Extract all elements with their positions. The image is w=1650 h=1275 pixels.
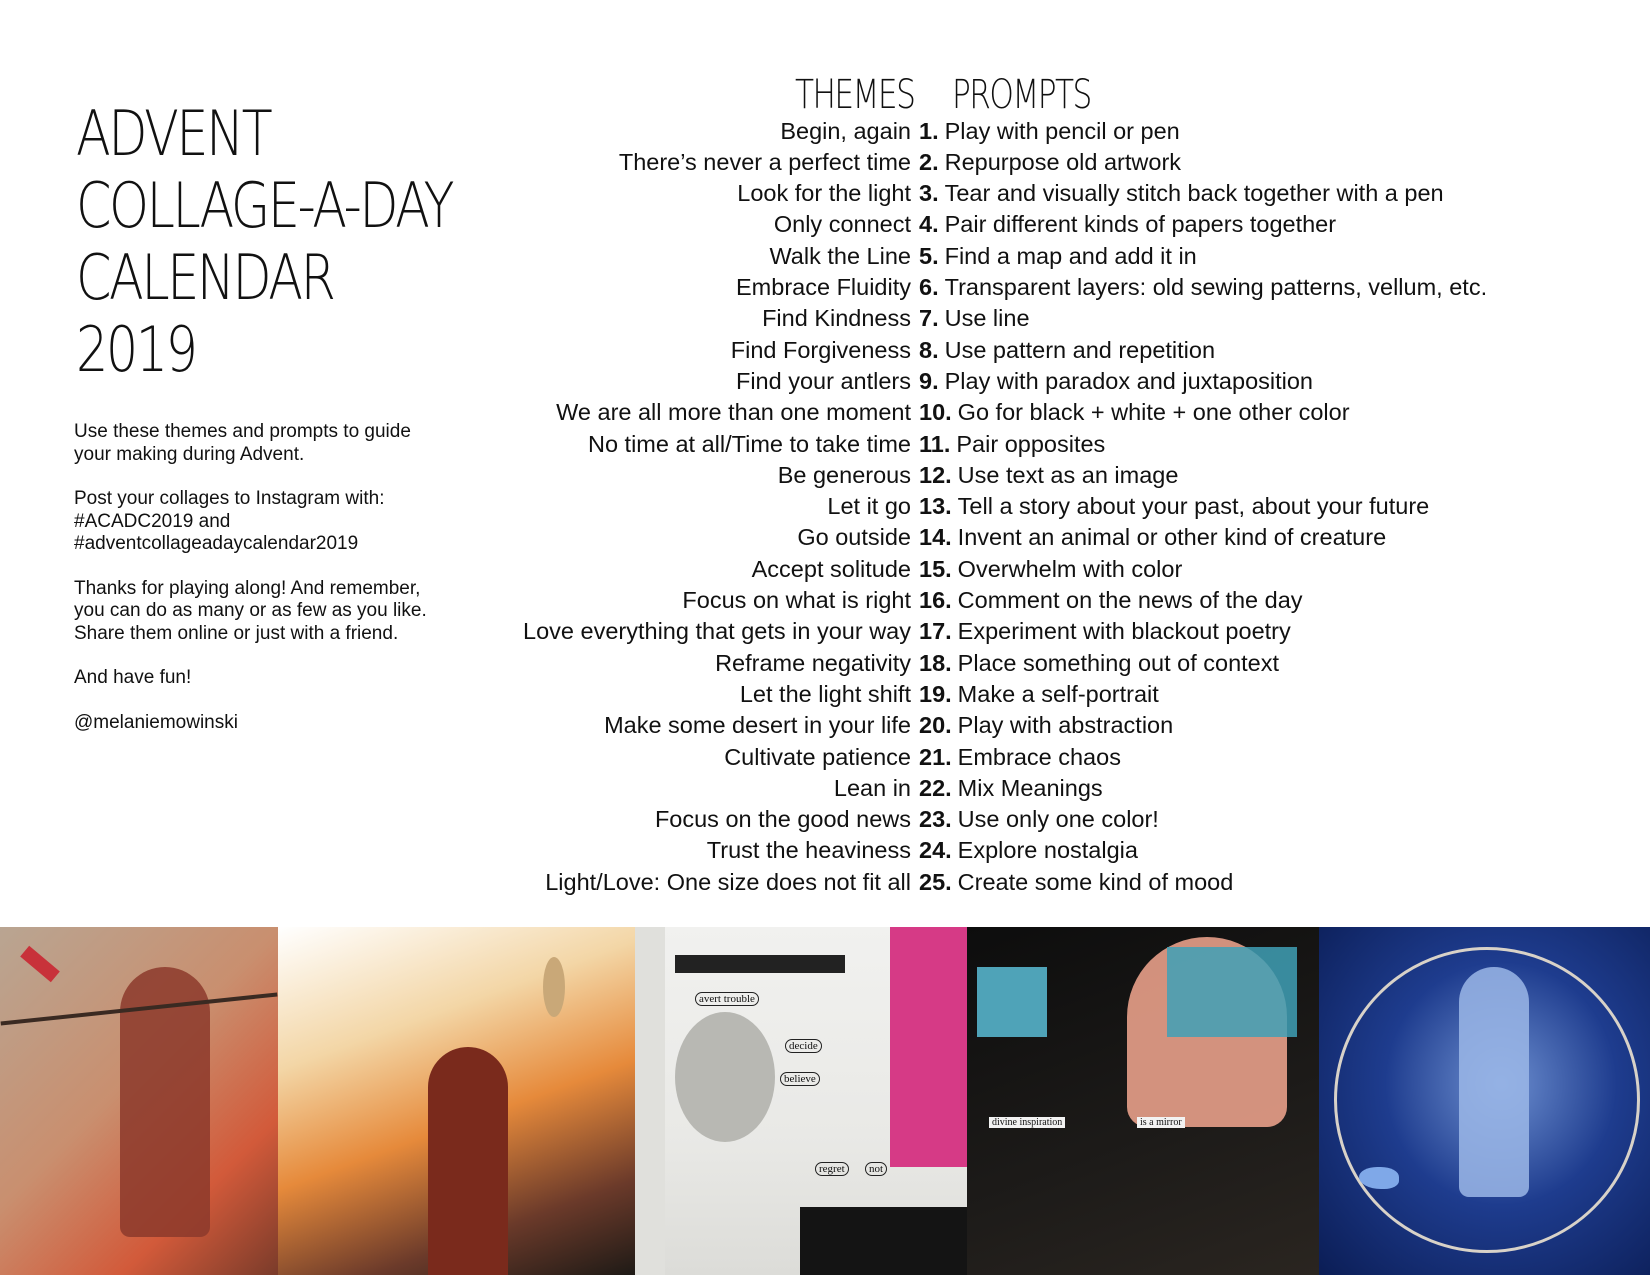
theme-text: Begin, again xyxy=(780,117,911,144)
theme-text: Be generous xyxy=(777,461,911,488)
prompt-text: Use text as an image xyxy=(957,461,1179,488)
day-number xyxy=(919,712,1173,739)
prompt-text: Experiment with blackout poetry xyxy=(957,618,1291,645)
prompt-text: Create some kind of mood xyxy=(957,868,1234,895)
day-number-label: 16. xyxy=(919,587,952,613)
theme-text: Let it go xyxy=(827,493,911,520)
day-number xyxy=(919,243,1197,270)
prompt-text: Transparent layers: old sewing patterns, vellum, etc. xyxy=(944,274,1488,300)
theme-text: Focus on what is right xyxy=(682,587,911,613)
prompts-header: PROMPTS xyxy=(952,72,1091,118)
collage-blackout-poetry xyxy=(635,927,967,1275)
collage-blue-circle xyxy=(1319,927,1650,1275)
title-line-3: CALENDAR xyxy=(76,241,334,314)
theme-text: Trust the heaviness xyxy=(706,837,911,864)
theme-text: We are all more than one moment xyxy=(556,399,911,426)
day-number-label: 19. xyxy=(919,680,952,707)
day-number xyxy=(919,462,1178,489)
prompt-text: Find a map and add it in xyxy=(944,242,1197,269)
day-number xyxy=(919,149,1181,176)
theme-text: Walk the Line xyxy=(769,242,911,269)
prompt-text: Place something out of context xyxy=(957,649,1280,676)
day-number xyxy=(919,180,1444,207)
theme-text: No time at all/Time to take time xyxy=(587,430,911,457)
instagram-handle: @melaniemowinski xyxy=(74,711,238,733)
theme-prompt-row xyxy=(0,305,1650,336)
theme-text: Accept solitude xyxy=(751,555,911,582)
day-number xyxy=(919,869,1233,896)
theme-text: Focus on the good news xyxy=(654,806,911,833)
day-number xyxy=(919,118,1180,145)
theme-prompt-row xyxy=(0,368,1650,399)
theme-text: Let the light shift xyxy=(739,680,911,707)
day-number xyxy=(919,744,1121,771)
collage-words-is-a-mirror: is a mirror xyxy=(1137,1117,1185,1128)
theme-prompt-row xyxy=(0,431,1650,462)
day-number-label: 14. xyxy=(919,524,952,551)
day-number-label: 9. xyxy=(919,367,939,394)
theme-prompt-row xyxy=(0,712,1650,743)
prompt-text: Use pattern and repetition xyxy=(944,336,1216,363)
prompt-text: Play with abstraction xyxy=(957,712,1174,739)
day-number-label: 24. xyxy=(919,837,952,864)
collage-words-divine-inspiration: divine inspiration xyxy=(989,1117,1065,1128)
theme-prompt-row xyxy=(0,180,1650,211)
theme-prompt-row xyxy=(0,681,1650,712)
theme-prompt-row xyxy=(0,243,1650,274)
day-number xyxy=(919,556,1182,583)
day-number-label: 13. xyxy=(919,493,952,520)
prompt-text: Play with pencil or pen xyxy=(944,117,1180,144)
day-number xyxy=(919,650,1279,677)
prompt-text: Pair opposites xyxy=(956,430,1106,457)
collage-figure-red xyxy=(0,927,278,1275)
collage-word-regret: regret xyxy=(815,1162,849,1176)
title-line-1: ADVENT xyxy=(76,97,271,170)
theme-prompt-row xyxy=(0,524,1650,555)
theme-text: Find Kindness xyxy=(762,305,911,332)
theme-prompt-row xyxy=(0,806,1650,837)
theme-text: Find your antlers xyxy=(735,367,911,394)
day-number-label: 20. xyxy=(919,712,952,739)
theme-text: Love everything that gets in your way xyxy=(523,618,911,645)
theme-prompt-row xyxy=(0,493,1650,524)
theme-text: There’s never a perfect time xyxy=(618,148,911,175)
collage-word-decide: decide xyxy=(785,1039,822,1053)
title-line-4: 2019 xyxy=(76,313,196,386)
day-number-label: 5. xyxy=(919,242,939,269)
prompt-text: Repurpose old artwork xyxy=(944,148,1182,175)
day-number xyxy=(919,806,1159,833)
collage-strip xyxy=(0,927,1650,1275)
day-number-label: 18. xyxy=(919,649,952,676)
intro-paragraph-fun: And have fun! xyxy=(74,667,192,688)
day-number-label: 8. xyxy=(919,336,939,363)
theme-prompt-row xyxy=(0,556,1650,587)
day-number-label: 4. xyxy=(919,211,939,238)
prompt-text: Tear and visually stitch back together with a pen xyxy=(944,180,1444,207)
day-number xyxy=(919,274,1487,301)
day-number xyxy=(919,587,1303,614)
day-number xyxy=(919,399,1350,426)
day-number xyxy=(919,305,1030,332)
prompt-text: Mix Meanings xyxy=(957,774,1103,801)
collage-dark-figure xyxy=(967,927,1319,1275)
theme-text: Lean in xyxy=(833,774,911,801)
theme-text: Only connect xyxy=(773,211,911,238)
day-number xyxy=(919,431,1105,458)
prompt-text: Use line xyxy=(944,305,1030,332)
theme-text: Embrace Fluidity xyxy=(736,274,911,300)
prompt-text: Pair different kinds of papers together xyxy=(944,211,1337,238)
theme-prompt-row xyxy=(0,118,1650,149)
day-number-label: 23. xyxy=(919,806,952,833)
theme-prompt-row xyxy=(0,211,1650,242)
theme-prompt-row xyxy=(0,775,1650,806)
collage-word-not: not xyxy=(865,1162,887,1176)
day-number xyxy=(919,681,1159,708)
day-number-label: 6. xyxy=(919,274,939,300)
day-number xyxy=(919,211,1336,238)
intro-paragraph-thanks: Thanks for playing along! And remember, you can do as many or as few as you like. Share them online or just with a friend. xyxy=(74,577,427,644)
theme-text: Reframe negativity xyxy=(715,649,911,676)
prompt-text: Overwhelm with color xyxy=(957,555,1183,582)
day-number xyxy=(919,775,1103,802)
day-number-label: 25. xyxy=(919,868,952,895)
day-number-label: 7. xyxy=(919,305,939,332)
intro-paragraph-instagram: Post your collages to Instagram with: #ACADC2019 and #adventcollageadaycalendar2019 xyxy=(74,488,385,554)
day-number xyxy=(919,837,1138,864)
collage-mosaic-figure xyxy=(278,927,635,1275)
day-number-label: 21. xyxy=(919,743,952,770)
theme-prompt-row xyxy=(0,587,1650,618)
prompt-text: Invent an animal or other kind of creature xyxy=(957,524,1387,551)
theme-text: Make some desert in your life xyxy=(604,712,911,739)
theme-prompt-row xyxy=(0,462,1650,493)
day-number-label: 22. xyxy=(919,774,952,801)
theme-prompt-row xyxy=(0,869,1650,900)
day-number-label: 12. xyxy=(919,461,952,488)
day-number xyxy=(919,368,1313,395)
day-number xyxy=(919,618,1291,645)
theme-prompt-row xyxy=(0,399,1650,430)
theme-text: Cultivate patience xyxy=(724,743,911,770)
prompt-text: Explore nostalgia xyxy=(957,837,1138,864)
prompt-text: Comment on the news of the day xyxy=(957,587,1303,613)
intro-paragraph-guide: Use these themes and prompts to guide your making during Advent. xyxy=(74,421,411,465)
day-number xyxy=(919,524,1386,551)
day-number-label: 15. xyxy=(919,555,952,582)
themes-header: THEMES xyxy=(795,72,915,118)
theme-text: Look for the light xyxy=(737,180,911,207)
theme-text: Find Forgiveness xyxy=(730,336,911,363)
theme-prompt-row xyxy=(0,650,1650,681)
prompt-text: Tell a story about your past, about your future xyxy=(957,493,1430,520)
day-number-label: 1. xyxy=(919,117,939,144)
title-line-2: COLLAGE-A-DAY xyxy=(76,169,453,242)
collage-word-believe: believe xyxy=(780,1072,820,1086)
prompt-text: Embrace chaos xyxy=(957,743,1121,770)
theme-prompt-row xyxy=(0,744,1650,775)
prompt-text: Use only one color! xyxy=(957,806,1159,833)
prompt-text: Go for black + white + one other color xyxy=(957,399,1350,426)
day-number-label: 10. xyxy=(919,399,952,426)
day-number-label: 2. xyxy=(919,148,939,175)
prompt-text: Make a self-portrait xyxy=(957,680,1159,707)
collage-word-avert-trouble: avert trouble xyxy=(695,992,759,1006)
day-number-label: 17. xyxy=(919,618,952,645)
theme-text: Go outside xyxy=(797,524,911,551)
theme-prompt-row xyxy=(0,149,1650,180)
theme-text: Light/Love: One size does not fit all xyxy=(545,868,911,895)
day-number-label: 3. xyxy=(919,180,939,207)
theme-prompt-row xyxy=(0,618,1650,649)
day-number-label: 11. xyxy=(919,430,951,457)
theme-prompt-row xyxy=(0,837,1650,868)
day-number xyxy=(919,493,1429,520)
prompt-text: Play with paradox and juxtaposition xyxy=(944,367,1314,394)
theme-prompt-row xyxy=(0,274,1650,305)
day-number xyxy=(919,337,1215,364)
theme-prompt-row xyxy=(0,337,1650,368)
